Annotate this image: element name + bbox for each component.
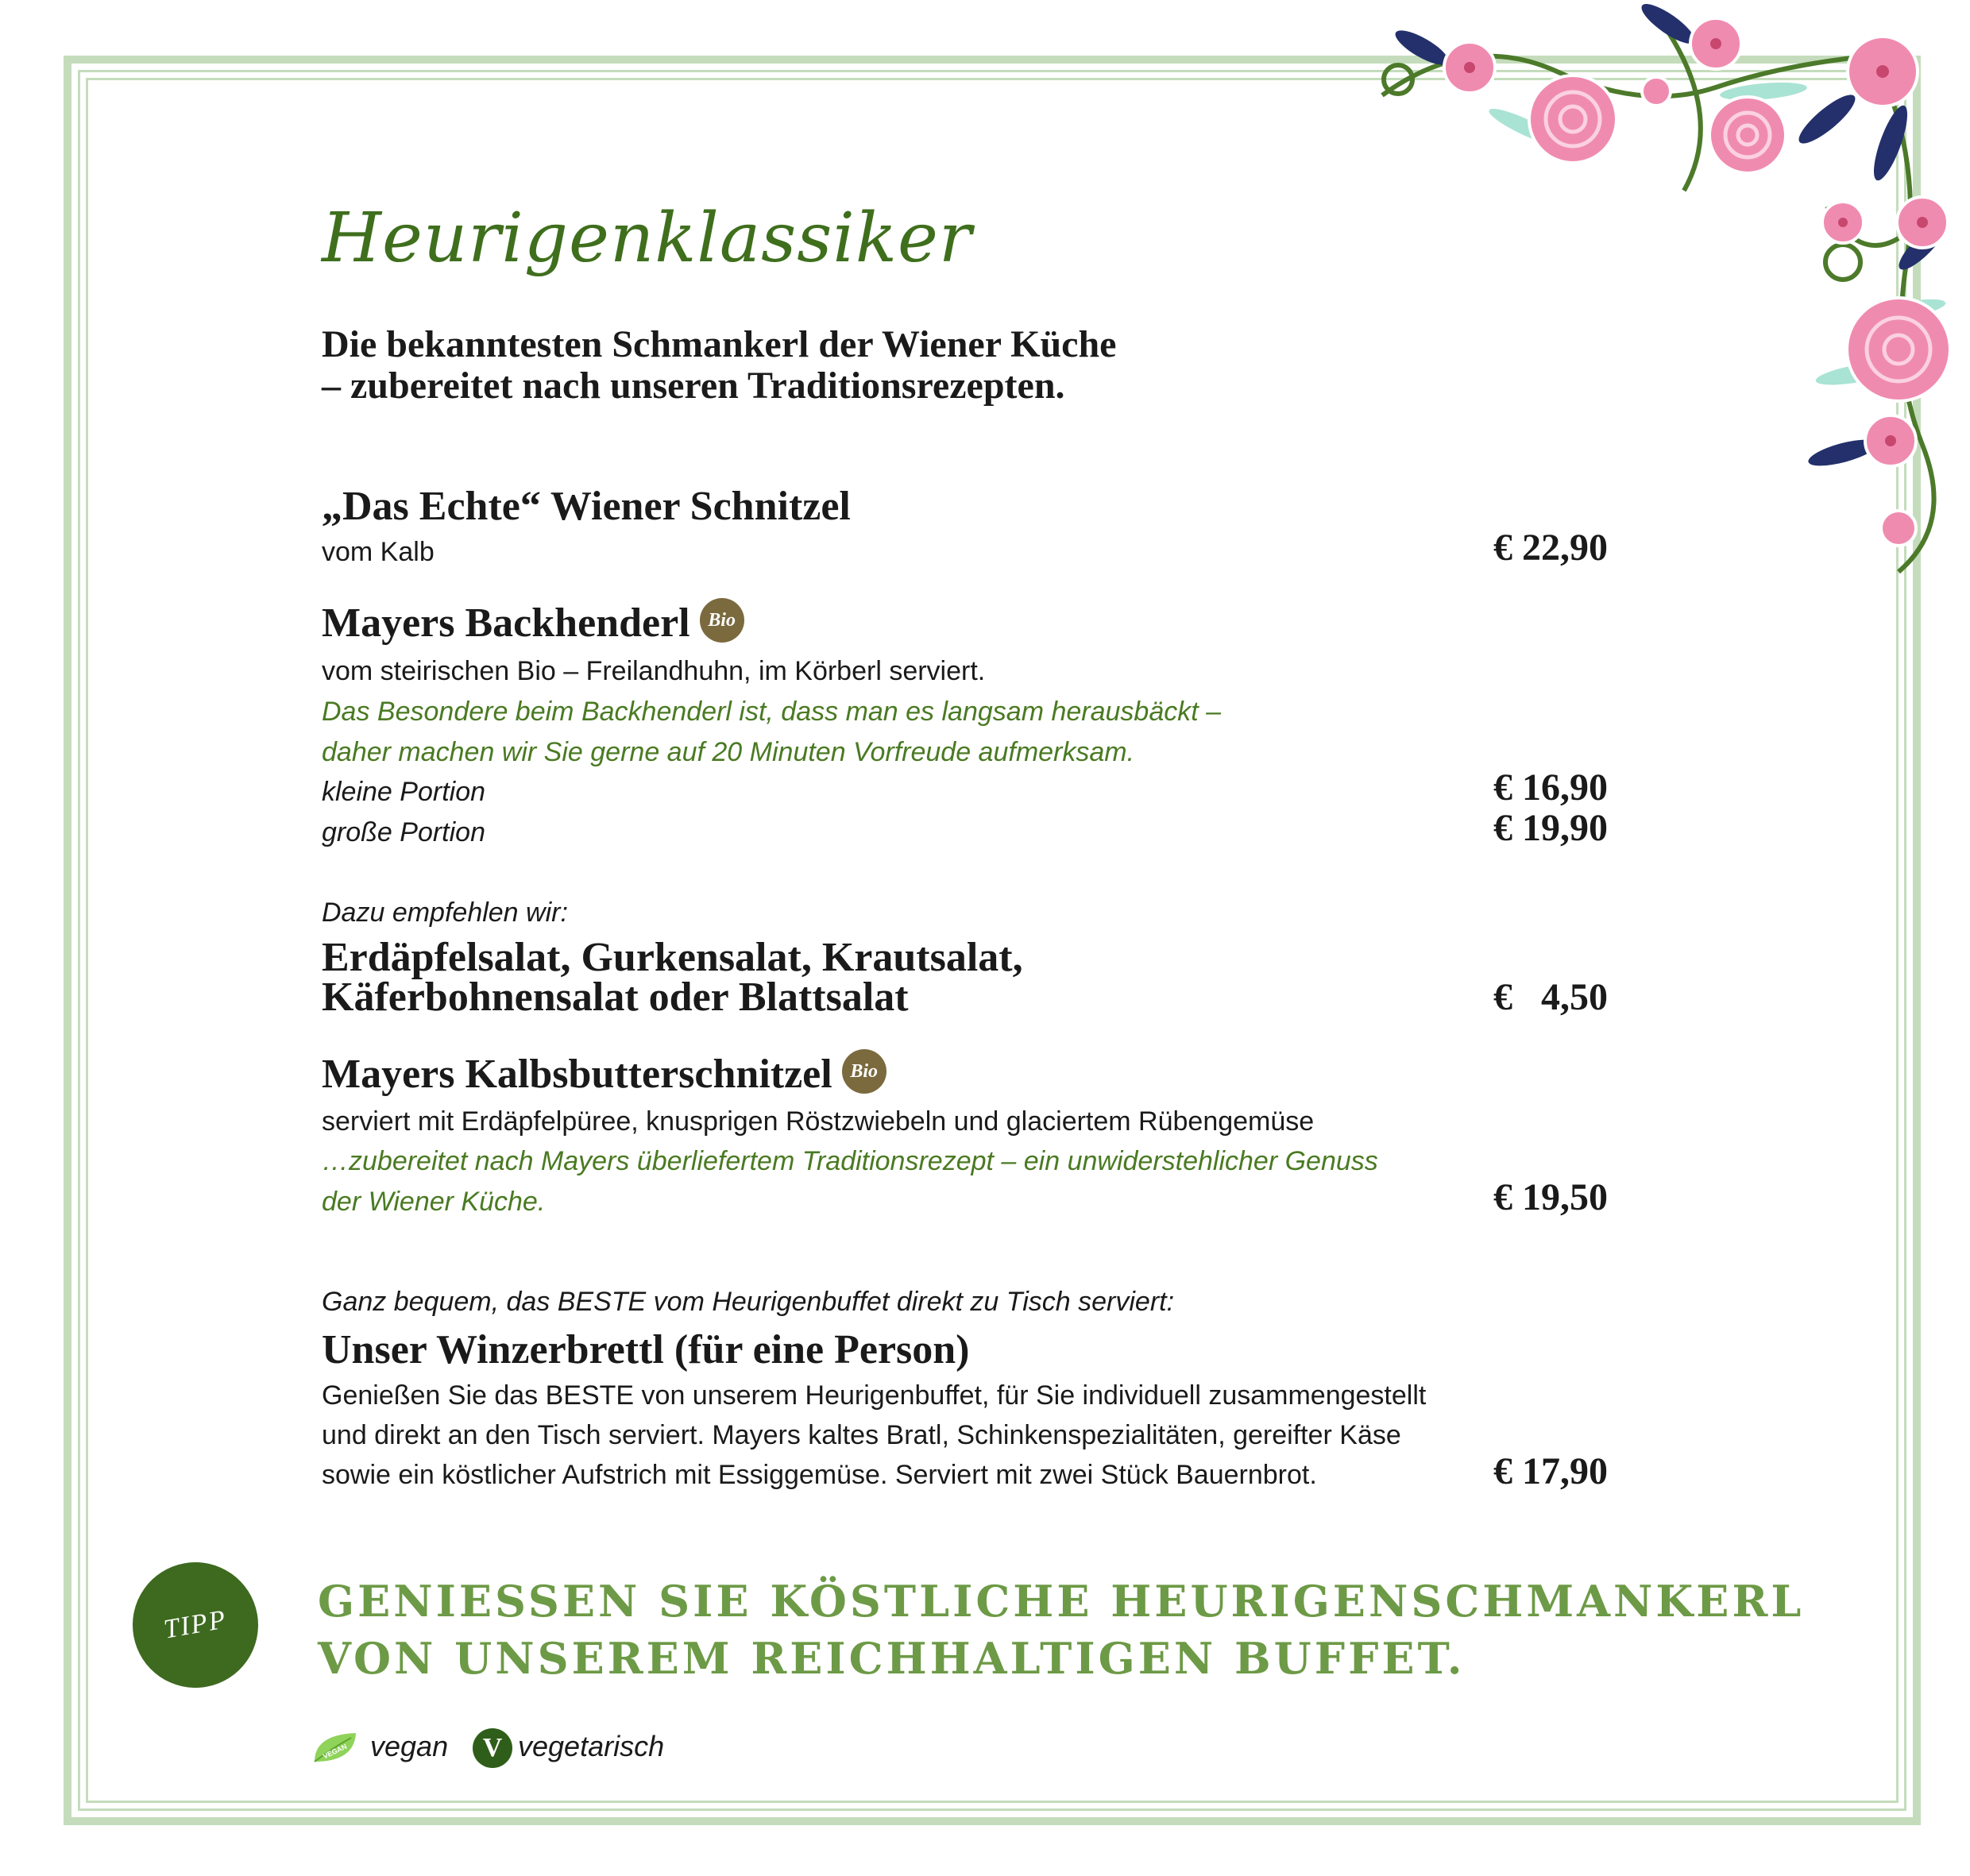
tipp-line-2: VON UNSEREM REICHHALTIGEN BUFFET. [318, 1633, 1466, 1684]
dish-name-backhenderl: Mayers Backhenderl [322, 600, 690, 646]
dish-desc-winzerbrettl-3: sowie ein köstlicher Aufstrich mit Essiggemüse. Serviert mit zwei Stück Bauernbrot. [322, 1460, 1317, 1490]
dish-backhenderl [322, 600, 744, 649]
page-subtitle [322, 324, 1593, 407]
dish-kalbsbutter [322, 1051, 886, 1100]
vegan-leaf-icon [311, 1730, 359, 1766]
dish-note-kalbsbutter-1: …zubereitet nach Mayers überliefertem Traditionsrezept – ein unwiderstehlicher Genuss [322, 1146, 1378, 1176]
tipp-badge-icon: TIPP [127, 1557, 263, 1693]
salad-line-1: Erdäpfelsalat, Gurkensalat, Krautsalat, [322, 935, 1023, 980]
dish-desc-winzerbrettl-2: und direkt an den Tisch serviert. Mayers kaltes Bratl, Schinkenspezialitäten, gereifter Käse [322, 1420, 1401, 1450]
dish-desc-schnitzel: vom Kalb [322, 537, 435, 567]
vegan-icon-label: VEGAN [321, 1742, 349, 1761]
salad-intro: Dazu empfehlen wir: [322, 897, 568, 928]
subtitle-line-2: – zubereitet nach unseren Traditionsrezepten. [322, 365, 1065, 407]
price-portion-small: € 16,90 [1493, 766, 1608, 809]
dish-name-schnitzel: „Das Echte“ Wiener Schnitzel [322, 484, 851, 529]
dish-name-kalbsbutter: Mayers Kalbsbutterschnitzel [322, 1052, 832, 1097]
dish-name-winzerbrettl: Unser Winzerbrettl (für eine Person) [322, 1327, 970, 1372]
dish-desc-winzerbrettl-1: Genießen Sie das BESTE von unserem Heurigenbuffet, für Sie individuell zusammengestellt [322, 1380, 1427, 1411]
winzerbrettl-intro: Ganz bequem, das BESTE vom Heurigenbuffet direkt zu Tisch serviert: [322, 1287, 1175, 1317]
dish-desc-backhenderl: vom steirischen Bio – Freilandhuhn, im Körberl serviert. [322, 656, 986, 686]
tipp-text [318, 1573, 1804, 1687]
dish-note-backhenderl-2: daher machen wir Sie gerne auf 20 Minuten Vorfreude aufmerksam. [322, 737, 1135, 767]
dish-note-backhenderl-1: Das Besondere beim Backhenderl ist, dass man es langsam herausbäckt – [322, 697, 1222, 727]
price-salad: € 4,50 [1493, 976, 1608, 1018]
bio-badge-icon: Bio [700, 598, 744, 643]
dish-desc-kalbsbutter: serviert mit Erdäpfelpüree, knusprigen Röstzwiebeln und glaciertem Rübengemüse [322, 1106, 1315, 1137]
salad-line-2: Käferbohnensalat oder Blattsalat [322, 975, 909, 1020]
price-portion-large: € 19,90 [1493, 807, 1608, 849]
price-winzerbrettl: € 17,90 [1493, 1450, 1608, 1492]
vegetarian-icon: V [473, 1728, 512, 1768]
bio-badge-icon: Bio [842, 1049, 886, 1094]
tipp-line-1: GENIESSEN SIE KÖSTLICHE HEURIGENSCHMANKERL [318, 1576, 1805, 1627]
portion-large-label: große Portion [322, 817, 485, 847]
dish-note-kalbsbutter-2: der Wiener Küche. [322, 1187, 546, 1217]
price-schnitzel: € 22,90 [1493, 527, 1608, 569]
portion-small-label: kleine Portion [322, 777, 486, 807]
legend-vegetarian: vegetarisch [518, 1730, 665, 1762]
price-kalbsbutter: € 19,50 [1493, 1176, 1608, 1218]
floral-corner-icon [1350, 0, 1970, 588]
subtitle-line-1: Die bekanntesten Schmankerl der Wiener Küche [322, 323, 1117, 365]
page-title: Heurigenklassiker [322, 199, 973, 278]
legend-vegan: vegan [370, 1730, 449, 1762]
